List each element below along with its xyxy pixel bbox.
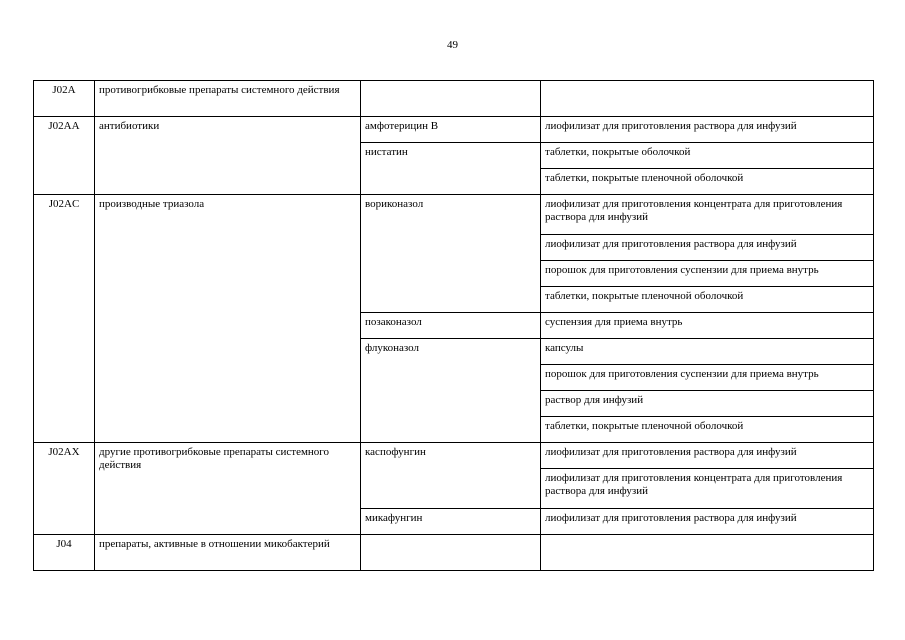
dosage-form-cell: раствор для инфузий xyxy=(541,391,874,417)
atc-code-cell: J04 xyxy=(34,535,95,571)
dosage-form-cell: таблетки, покрытые пленочной оболочкой xyxy=(541,287,874,313)
dosage-form-cell: лиофилизат для приготовления концентрата для приготовления раствора для инфузий xyxy=(541,195,874,235)
drug-name-cell: вориконазол xyxy=(361,195,541,313)
table-row xyxy=(34,81,874,117)
drug-name-cell: позаконазол xyxy=(361,313,541,339)
atc-name-cell: другие противогрибковые препараты системного действия xyxy=(95,443,361,535)
atc-code-cell: J02AC xyxy=(34,195,95,443)
table-row xyxy=(34,117,874,143)
drug-name-cell: флуконазол xyxy=(361,339,541,443)
dosage-form-cell: таблетки, покрытые пленочной оболочкой xyxy=(541,417,874,443)
dosage-form-cell: капсулы xyxy=(541,339,874,365)
dosage-form-cell: лиофилизат для приготовления раствора для инфузий xyxy=(541,509,874,535)
dosage-form-cell: порошок для приготовления суспензии для приема внутрь xyxy=(541,365,874,391)
table-row xyxy=(34,195,874,235)
table-row xyxy=(34,535,874,571)
dosage-form-cell: таблетки, покрытые пленочной оболочкой xyxy=(541,169,874,195)
atc-name-cell: производные триазола xyxy=(95,195,361,443)
drug-name-cell xyxy=(361,535,541,571)
dosage-form-cell xyxy=(541,535,874,571)
atc-code-cell: J02AA xyxy=(34,117,95,195)
atc-code-cell: J02AX xyxy=(34,443,95,535)
atc-code-cell: J02A xyxy=(34,81,95,117)
dosage-form-cell: порошок для приготовления суспензии для приема внутрь xyxy=(541,261,874,287)
dosage-form-cell: лиофилизат для приготовления раствора для инфузий xyxy=(541,117,874,143)
drug-name-cell: каспофунгин xyxy=(361,443,541,509)
atc-name-cell: антибиотики xyxy=(95,117,361,195)
table-row xyxy=(34,443,874,469)
dosage-form-cell: лиофилизат для приготовления концентрата для приготовления раствора для инфузий xyxy=(541,469,874,509)
dosage-form-cell: лиофилизат для приготовления раствора для инфузий xyxy=(541,235,874,261)
dosage-form-cell: таблетки, покрытые оболочкой xyxy=(541,143,874,169)
dosage-form-cell: суспензия для приема внутрь xyxy=(541,313,874,339)
drug-table xyxy=(33,80,874,571)
atc-name-cell: противогрибковые препараты системного действия xyxy=(95,81,361,117)
drug-name-cell: микафунгин xyxy=(361,509,541,535)
atc-name-cell: препараты, активные в отношении микобактерий xyxy=(95,535,361,571)
drug-name-cell: нистатин xyxy=(361,143,541,195)
drug-name-cell xyxy=(361,81,541,117)
dosage-form-cell xyxy=(541,81,874,117)
drug-name-cell: амфотерицин B xyxy=(361,117,541,143)
dosage-form-cell: лиофилизат для приготовления раствора для инфузий xyxy=(541,443,874,469)
page-number: 49 xyxy=(447,39,458,51)
